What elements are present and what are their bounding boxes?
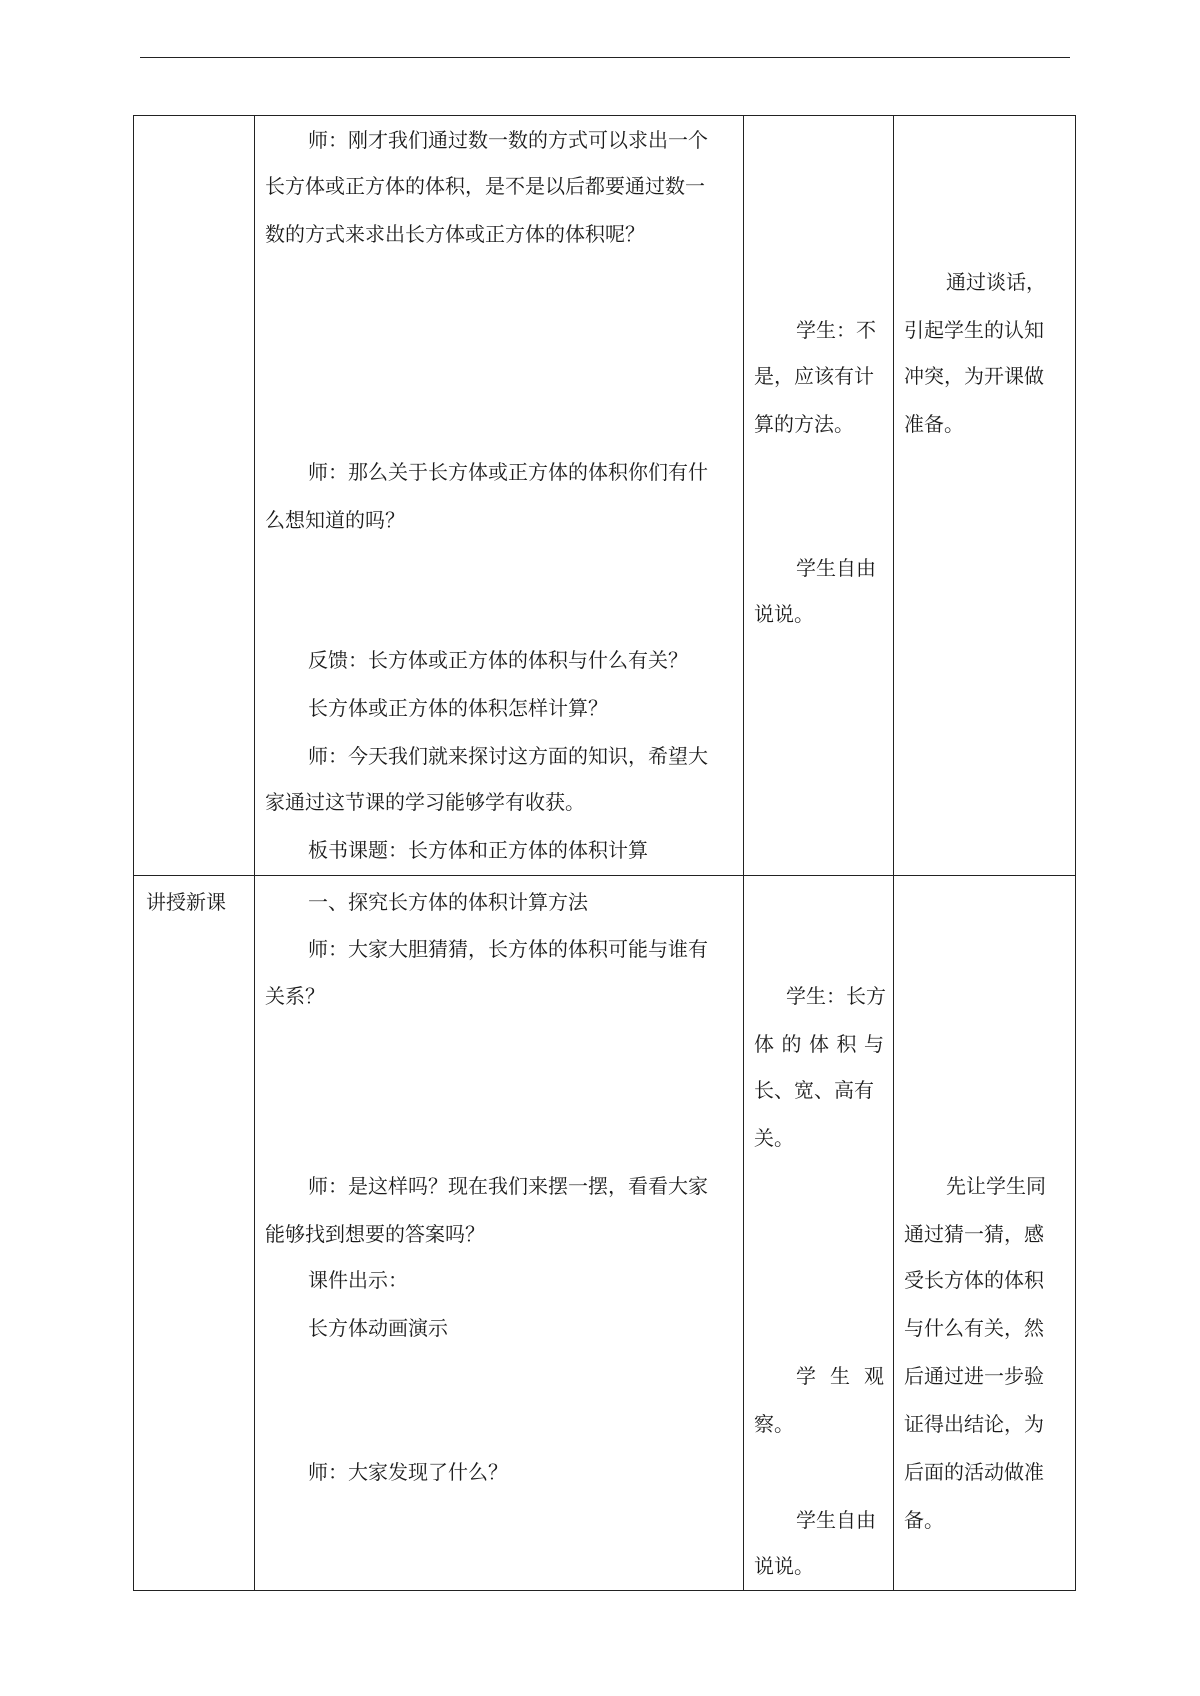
teacher-line: 师：刚才我们通过数一数的方式可以求出一个 <box>308 128 708 152</box>
teacher-line: 师：那么关于长方体或正方体的体积你们有什 <box>308 460 708 484</box>
intent-line: 通过谈话， <box>946 270 1046 294</box>
stage-label: 讲授新课 <box>146 890 226 914</box>
teacher-line: 反馈：长方体或正方体的体积与什么有关？ <box>308 648 688 672</box>
teacher-line: 家通过这节课的学习能够学有收获。 <box>265 790 585 814</box>
row-divider <box>133 875 1076 876</box>
intent-line: 与什么有关，然 <box>904 1316 1044 1340</box>
teacher-line: 关系？ <box>265 984 325 1008</box>
student-line: 学生自由 <box>796 1508 876 1532</box>
header-rule <box>140 57 1070 58</box>
intent-line: 证得出结论，为 <box>904 1412 1044 1436</box>
teacher-line: 长方体或正方体的体积，是不是以后都要通过数一 <box>265 174 705 198</box>
student-line: 学生：不 <box>796 318 876 342</box>
student-line: 说说。 <box>754 602 814 626</box>
teacher-line: 师：大家大胆猜猜，长方体的体积可能与谁有 <box>308 937 708 961</box>
teacher-line: 么想知道的吗？ <box>265 508 405 532</box>
col-divider-1 <box>254 115 255 1591</box>
intent-line: 备。 <box>904 1508 944 1532</box>
student-line: 长、宽、高有 <box>754 1078 874 1102</box>
intent-line: 先让学生同 <box>946 1174 1046 1198</box>
intent-line: 受长方体的体积 <box>904 1268 1044 1292</box>
col-divider-3 <box>893 115 894 1591</box>
intent-line: 后面的活动做准 <box>904 1460 1044 1484</box>
student-line: 说说。 <box>754 1554 814 1578</box>
student-line: 是，应该有计 <box>754 364 874 388</box>
teacher-line: 长方体或正方体的体积怎样计算？ <box>308 696 608 720</box>
teacher-line: 师：是这样吗？现在我们来摆一摆，看看大家 <box>308 1174 708 1198</box>
student-line: 算的方法。 <box>754 412 854 436</box>
col-divider-2 <box>743 115 744 1591</box>
teacher-line: 数的方式来求出长方体或正方体的体积呢？ <box>265 222 645 246</box>
student-line: 体 的 体 积 与 <box>754 1032 884 1056</box>
teacher-line: 师：大家发现了什么？ <box>308 1460 508 1484</box>
intent-line: 通过猜一猜，感 <box>904 1222 1044 1246</box>
student-line: 察。 <box>754 1412 794 1436</box>
intent-line: 引起学生的认知 <box>904 318 1044 342</box>
teacher-line: 一、探究长方体的体积计算方法 <box>308 890 588 914</box>
teacher-line: 师：今天我们就来探讨这方面的知识，希望大 <box>308 744 708 768</box>
intent-line: 后通过进一步验 <box>904 1364 1044 1388</box>
student-line: 学 生 观 <box>796 1364 884 1388</box>
intent-line: 准备。 <box>904 412 964 436</box>
intent-line: 冲突，为开课做 <box>904 364 1044 388</box>
teacher-line: 能够找到想要的答案吗？ <box>265 1222 485 1246</box>
student-line: 学生：长方 <box>786 984 886 1008</box>
teacher-line: 课件出示： <box>308 1268 408 1292</box>
teacher-line: 长方体动画演示 <box>308 1316 448 1340</box>
teacher-line: 板书课题：长方体和正方体的体积计算 <box>308 838 648 862</box>
student-line: 关。 <box>754 1126 794 1150</box>
student-line: 学生自由 <box>796 556 876 580</box>
